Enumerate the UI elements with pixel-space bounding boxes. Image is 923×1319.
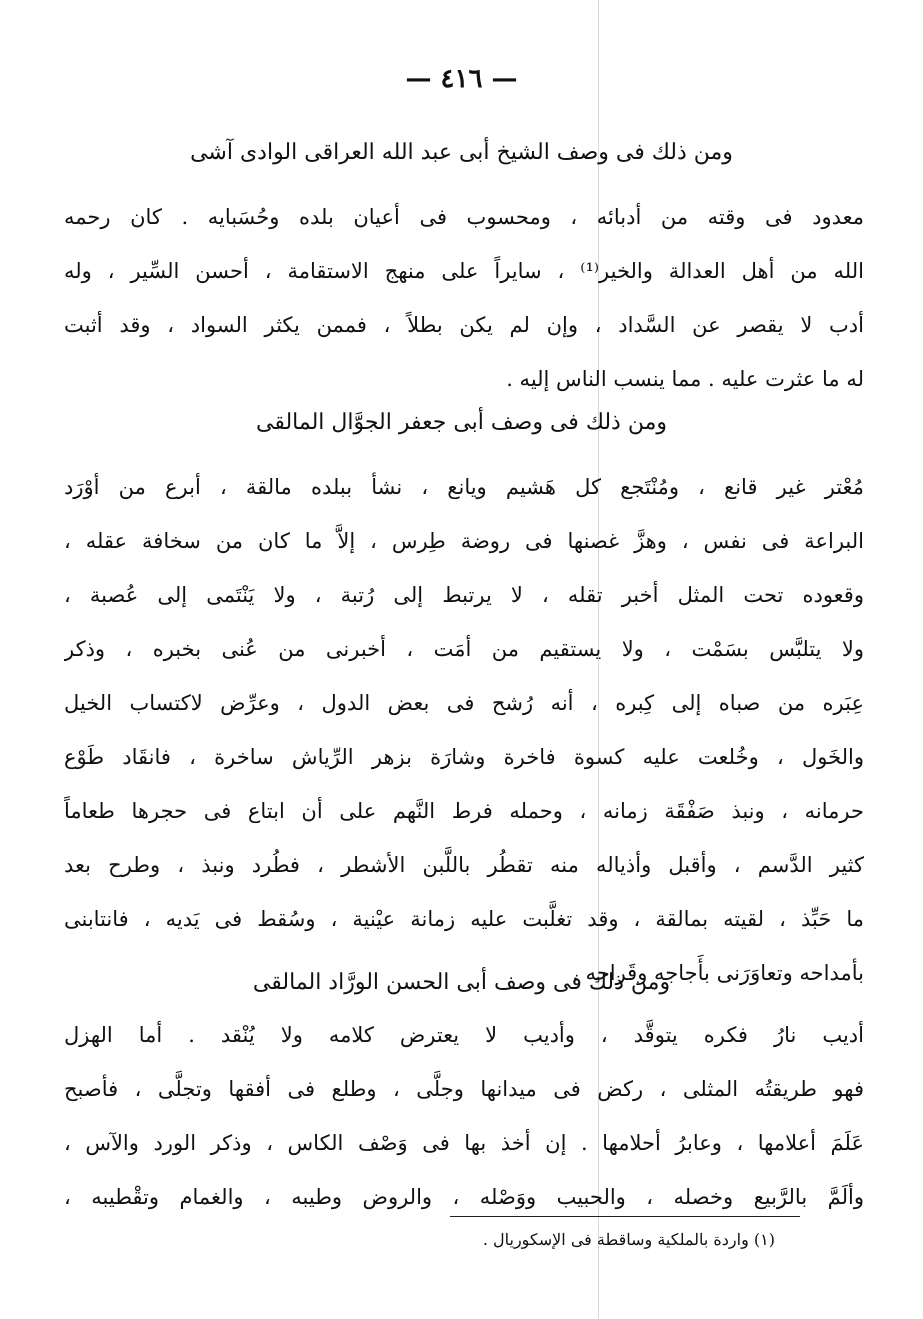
- section-heading-2: ومن ذلك فى وصف أبى جعفر الجوَّال المالقى: [255, 410, 668, 435]
- text-line: مُعْتر غير قانع ، ومُنْتَجع كل هَشيم ويانع ، نشأ ببلده مالقة ، أبرع من أوْرَد: [64, 475, 864, 499]
- text-line: الله من أهل العدالة والخير⁽¹⁾ ، سايراً على منهج الاستقامة ، أحسن السِّير ، وله: [64, 259, 864, 283]
- section-body-3: [64, 1008, 864, 1224]
- section-heading-3: ومن ذلك فى وصف أبى الحسن الورَّاد المالقى: [252, 970, 671, 995]
- text-line: أديب نارُ فكره يتوقَّد ، وأديب لا يعترض كلامه ولا يُنْقد . أما الهزل: [64, 1023, 864, 1047]
- text-line: كثير الدَّسم ، وأقبل وأذياله منه تقطُر باللَّبن الأشطر ، فطُرد ونبذ ، وطرح بعد: [64, 853, 864, 877]
- text-line: ما حَبِّذ ، لقيته بمالقة ، وقد تغلَّبت عليه زمانة عيْنية ، وسُقط فى يَديه ، فانتابنى: [64, 907, 864, 931]
- text-line: عَلَمَ أعلامها ، وعابرُ أحلامها . إن أخذ بها فى وَصْف الكاس ، وذكر الورد والآس ،: [64, 1131, 864, 1155]
- text-line: له ما عثرت عليه . مما ينسب الناس إليه .: [506, 367, 864, 391]
- section-body-2: [64, 460, 864, 1000]
- text-line: أدب لا يقصر عن السَّداد ، وإن لم يكن بطلاً ، فممن يكثر السواد ، وقد أثبت: [64, 313, 864, 337]
- text-line: البراعة فى نفس ، وهزَّ غصنها فى روضة طِرس ، إلاَّ ما كان من سخافة عقله ،: [64, 529, 864, 553]
- text-line: وقعوده تحت المثل أخبر تقله ، لا يرتبط إلى رُتبة ، ولا يَنْتَمى إلى عُصبة ،: [64, 583, 864, 607]
- section-heading-1: ومن ذلك فى وصف الشيخ أبى عبد الله العراقى الوادى آشى: [190, 140, 733, 165]
- text-line: فهو طريقتُه المثلى ، ركض فى ميدانها وجلَّى ، وطلع فى أفقها وتجلَّى ، فأصبح: [64, 1077, 864, 1101]
- text-line: ولا يتلبَّس بسَمْت ، ولا يستقيم من أمَت ، أخبرنى من عُنى بخبره ، وذكر: [64, 637, 864, 661]
- text-line: معدود فى وقته من أدبائه ، ومحسوب فى أعيان بلده وحُسَبايه . كان رحمه: [64, 205, 864, 229]
- footnote-divider: [450, 1216, 800, 1217]
- text-line: وألَمَّ بالرَّبيع وخصله ، والحبيب ووَصْله ، والروض وطيبه ، والغمام وتقْطيبه ،: [64, 1185, 864, 1209]
- text-line: بأمداحه وتعاوَرَنى بأَجاجه وقَراحه .: [572, 961, 864, 985]
- page-number: — ٤١٦ —: [405, 64, 518, 94]
- text-line: عِبَره من صباه إلى كِبره ، أنه رُشح فى بعض الدول ، وعرِّض لاكتساب الخيل: [64, 691, 864, 715]
- section-body-1: [64, 190, 864, 406]
- footnote: (١) واردة بالملكية وساقطة فى الإسكوريال .: [482, 1230, 775, 1249]
- text-line: والخَول ، وخُلعت عليه كسوة فاخرة وشارَة بزهر الرِّياش ساخرة ، فانقَاد طَوْع: [64, 745, 864, 769]
- text-line: حرمانه ، ونبذ صَفْقَة زمانه ، وحمله فرط النَّهم على أن ابتاع فى حجرها طعاماً: [64, 799, 864, 823]
